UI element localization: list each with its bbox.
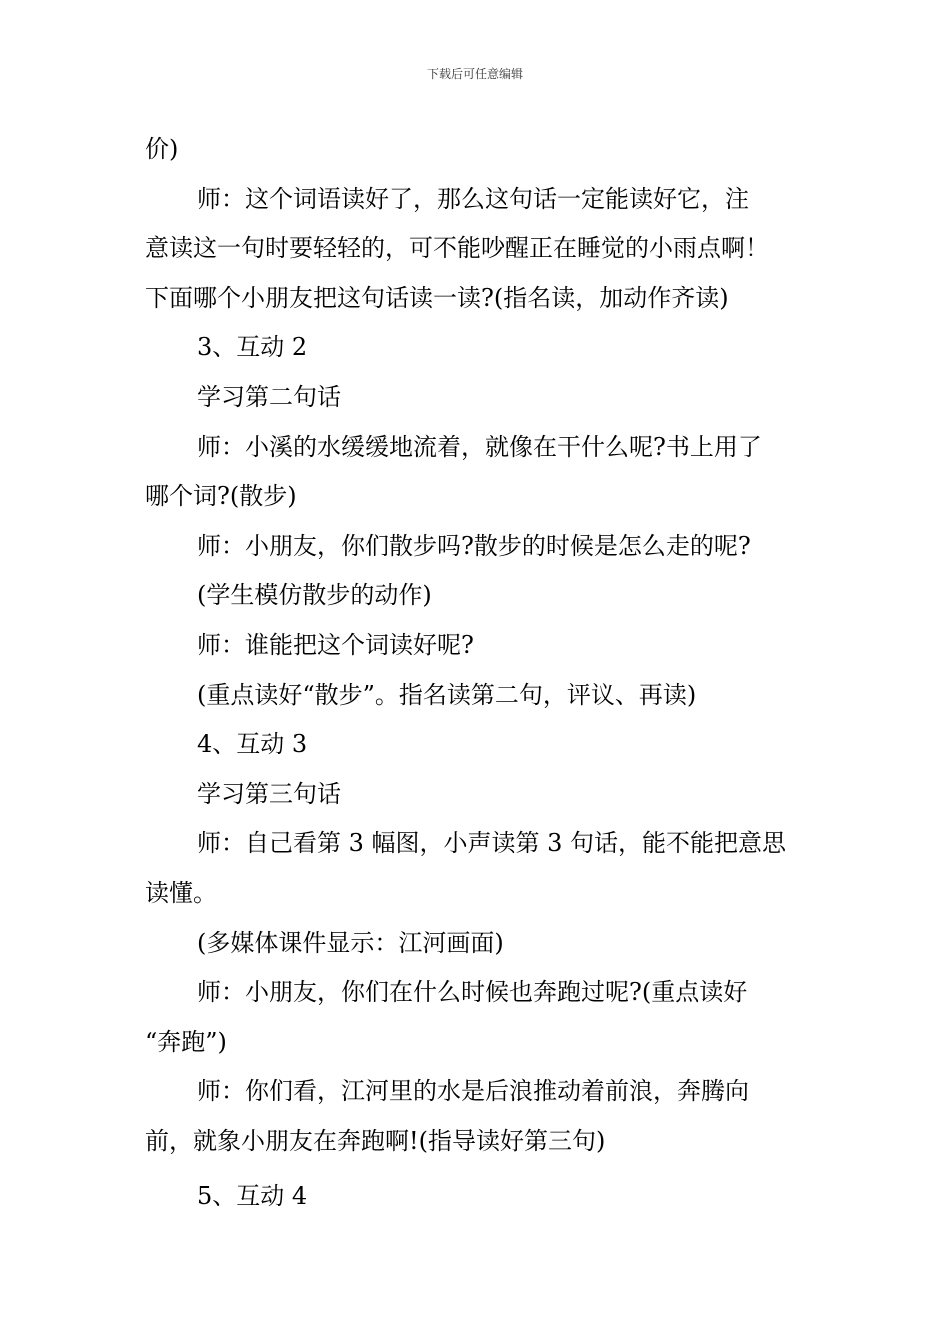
text-line: 哪个词?(散步) xyxy=(145,482,297,511)
text-line: 价) xyxy=(145,135,179,163)
text-line: 师：小朋友，你们散步吗?散步的时候是怎么走的呢? xyxy=(197,531,751,560)
text-line: 师：自己看第 3 幅图，小声读第 3 句话，能不能把意思 xyxy=(197,829,787,858)
page-header: 下载后可任意编辑 xyxy=(426,67,523,81)
text-line: (重点读好“散步”。指名读第二句，评议、再读) xyxy=(197,680,697,709)
text-line: 读懂。 xyxy=(145,878,217,907)
text-line: 意读这一句时要轻轻的，可不能吵醒正在睡觉的小雨点啊！ xyxy=(145,234,769,263)
text-line: 前，就象小朋友在奔跑啊!(指导读好第三句) xyxy=(145,1126,606,1155)
text-line: 学习第二句话 xyxy=(197,382,341,411)
text-line: 师：谁能把这个词读好呢? xyxy=(197,630,474,659)
text-line: 师：你们看，江河里的水是后浪推动着前浪，奔腾向 xyxy=(197,1077,749,1106)
text-line: 师：小溪的水缓缓地流着，就像在干什么呢?书上用了 xyxy=(197,432,762,461)
text-line: 下面哪个小朋友把这句话读一读?(指名读，加动作齐读) xyxy=(145,283,729,312)
text-line: (多媒体课件显示：江河画面) xyxy=(197,928,504,957)
text-line: (学生模仿散步的动作) xyxy=(197,581,432,610)
document-body xyxy=(145,125,810,1222)
section-heading: 4、互动 3 xyxy=(197,730,308,759)
text-line: 师：小朋友，你们在什么时候也奔跑过呢?(重点读好 xyxy=(197,978,748,1007)
section-heading: 5、互动 4 xyxy=(197,1182,308,1211)
text-line: 师：这个词语读好了，那么这句话一定能读好它，注 xyxy=(197,184,749,213)
text-line: 学习第三句话 xyxy=(197,779,341,808)
section-heading: 3、互动 2 xyxy=(197,333,308,362)
text-line: “奔跑”) xyxy=(145,1027,227,1056)
